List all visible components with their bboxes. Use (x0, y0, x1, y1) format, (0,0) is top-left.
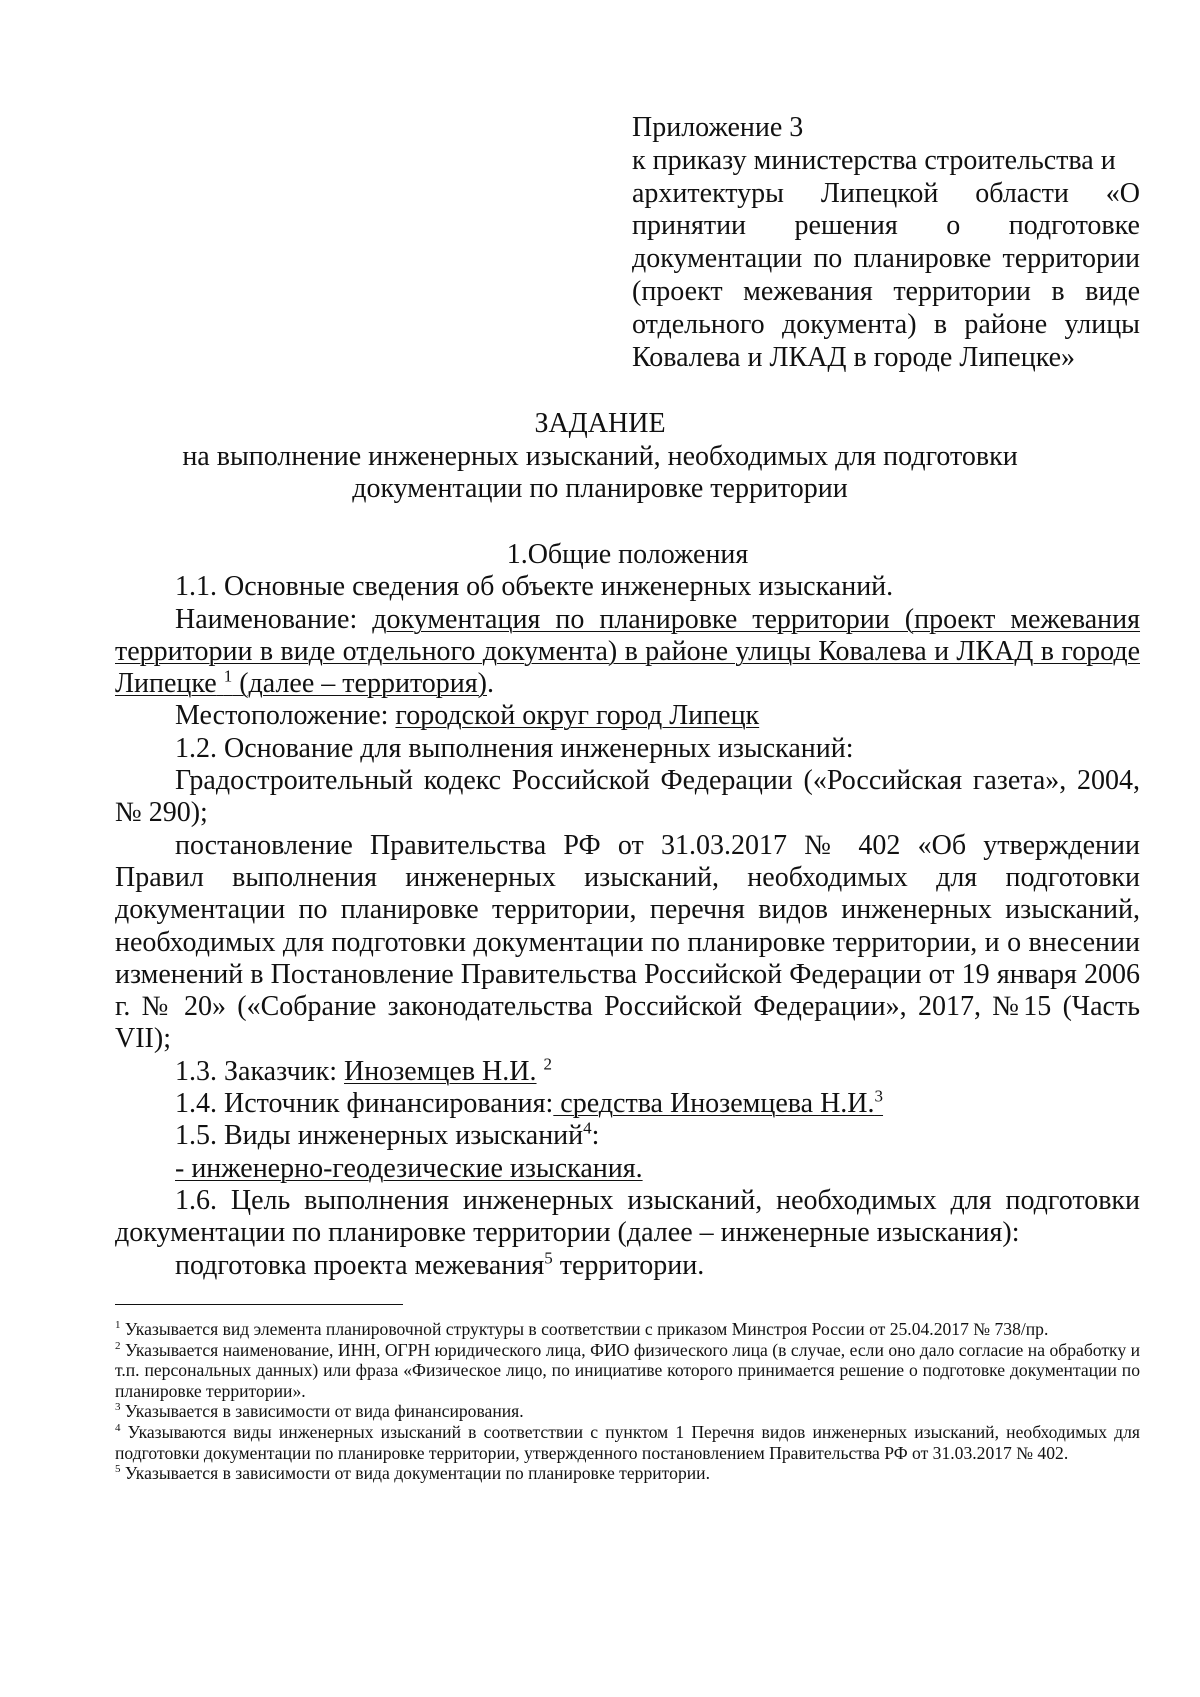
types-paragraph: 1.5. Виды инженерных изысканий$^4$: (175, 1119, 600, 1152)
footnote-2: $^2$ Указывается наименование, ИНН, ОГРН юридического лица, ФИО физического лица (в случае, если оно дало согласие на обработку и т.п. персональных данных) или фраза «Физическое лицо, по инициативе которого принимается решение о подготовке документации по планировке территории». (115, 1339, 1140, 1401)
paragraph-1-2: 1.2. Основание для выполнения инженерных изысканий: (175, 732, 854, 764)
name-end: . (487, 668, 494, 700)
finance-label: 1.4. Источник финансирования: (175, 1088, 554, 1120)
appendix-line-1: Приложение 3 (632, 112, 804, 143)
customer-paragraph (115, 1056, 1140, 1088)
appendix-line-5: документации по планировке территории (632, 243, 1140, 275)
appendix-line-7: отдельного документа) в районе улицы (632, 308, 1140, 340)
appendix-line-6: (проект межевания территории в виде (632, 275, 1140, 307)
title-heading: ЗАДАНИЕ (534, 408, 666, 439)
basis-2: постановление Правительства РФ от 31.03.2017 № 402 «Об утверждении Правил выполнения инженерных изысканий, необходимых для подготовки документации по планировке территории, перечня видов инженерных изысканий, необходимых для подготовки документации по планировке территории, и о внесении изменений в Постановление Правительства Российской Федерации от 19 января 2006 г. № 20» («Собрание законодательства Российской Федерации», 2017, №15 (Часть VII); (115, 829, 1140, 1055)
footnote-mark-1: 1 (115, 1319, 121, 1332)
footnote-mark-5: 5 (115, 1463, 121, 1476)
footnote-ref-1: 1 (223, 666, 233, 686)
footnotes (115, 1319, 1140, 1484)
basis-1: Градостроительный кодекс Российской Федерации («Российская газета», 2004, № 290); (115, 765, 1140, 829)
footnote-3: $^3$ Указывается в зависимости от вида финансирования. (115, 1401, 524, 1422)
footnote-ref-5: 5 (544, 1248, 553, 1268)
footnote-mark-2: 2 (115, 1339, 121, 1352)
footnote-ref-2: 2 (543, 1054, 553, 1074)
footnote-mark-4: 4 (115, 1422, 121, 1435)
footnote-separator (115, 1304, 403, 1305)
footnote-5: $^5$ Указывается в зависимости от вида документации по планировке территории. (115, 1463, 710, 1484)
location-label: Местоположение: (175, 700, 396, 732)
goal-value-paragraph: подготовка проекта межевания$^5$ территории. (175, 1248, 705, 1281)
footnote-mark-3: 3 (115, 1401, 121, 1414)
paragraph-1-1: 1.1. Основные сведения об объекте инженерных изысканий. (175, 571, 894, 603)
footnote-ref-4: 4 (583, 1119, 592, 1139)
document-title (0, 408, 1200, 506)
types-value-paragraph (115, 1153, 1140, 1185)
goal-paragraph: 1.6. Цель выполнения инженерных изысканий, необходимых для подготовки документации по планировке территории (далее – инженерные изыскания): (115, 1184, 1140, 1249)
finance-value: средства Иноземцева Н.И.$^3$ (553, 1086, 884, 1120)
document-body (115, 539, 1140, 1282)
appendix-block (632, 112, 1140, 374)
title-subtitle-line-2: документации по планировке территории (352, 473, 848, 504)
customer-value: Иноземцев Н.И. (344, 1055, 537, 1087)
title-subtitle-line-1: на выполнение инженерных изысканий, необходимых для подготовки (182, 440, 1018, 472)
appendix-line-2: к приказу министерства строительства и (632, 144, 1116, 176)
appendix-line-8: Ковалева и ЛКАД в городе Липецке» (632, 341, 1076, 373)
customer-label: 1.3. Заказчик: (175, 1055, 345, 1087)
types-value: - инженерно-геодезические изыскания. (175, 1152, 643, 1184)
location-paragraph (115, 700, 1140, 732)
section-heading: 1.Общие положения (506, 539, 749, 570)
appendix-line-3: архитектуры Липецкой области «О (632, 177, 1140, 209)
name-paragraph (115, 604, 1140, 701)
footnote-ref-3: 3 (874, 1086, 884, 1106)
finance-paragraph (115, 1088, 1140, 1120)
appendix-line-4: принятии решения о подготовке (632, 210, 1140, 242)
name-value: документация по планировке территории (проект межевания территории в виде отдельного документа) в районе улицы Ковалева и ЛКАД в городе Липецке $^1$ (далее – территория) (115, 603, 1141, 700)
location-value: городской округ город Липецк (395, 700, 760, 732)
types-label: 1.5. Виды инженерных изысканий (175, 1120, 584, 1152)
footnote-4: $^4$ Указываются виды инженерных изысканий в соответствии с пунктом 1 Перечня видов инженерных изысканий, необходимых для подготовки документации по планировке территории, утвержденного постановлением Правительства РФ от 31.03.2017 № 402. (115, 1421, 1140, 1463)
name-label: Наименование: (175, 603, 373, 635)
footnote-1: $^1$ Указывается вид элемента планировочной структуры в соответствии с приказом Минстроя России от 25.04.2017 № 738/пр. (115, 1319, 1049, 1339)
